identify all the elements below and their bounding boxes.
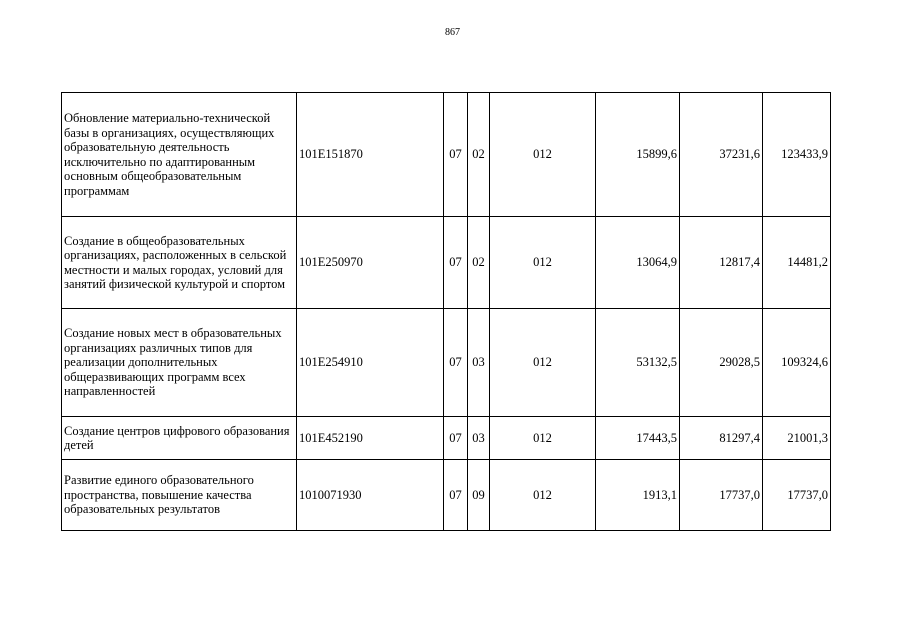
row-code-cell: 101E151870 xyxy=(297,93,444,217)
row-value-1-cell: 13064,9 xyxy=(596,217,680,309)
row-subsection-cell: 02 xyxy=(468,217,490,309)
row-vr-cell: 012 xyxy=(490,460,596,531)
row-vr-cell: 012 xyxy=(490,417,596,460)
row-subsection-cell: 03 xyxy=(468,309,490,417)
row-value-2-cell: 37231,6 xyxy=(680,93,763,217)
row-name-cell: Создание центров цифрового образования детей xyxy=(62,417,297,460)
row-value-3-cell: 14481,2 xyxy=(763,217,831,309)
row-name-cell: Создание новых мест в образовательных организациях различных типов для реализации дополнительных общеразвивающих программ всех направленностей xyxy=(62,309,297,417)
row-code-cell: 101E250970 xyxy=(297,217,444,309)
row-subsection-cell: 03 xyxy=(468,417,490,460)
table-row xyxy=(62,309,831,417)
row-section-cell: 07 xyxy=(444,217,468,309)
row-value-1-cell: 15899,6 xyxy=(596,93,680,217)
budget-table xyxy=(61,92,831,531)
row-section-cell: 07 xyxy=(444,93,468,217)
row-value-3-cell: 17737,0 xyxy=(763,460,831,531)
row-value-3-cell: 123433,9 xyxy=(763,93,831,217)
page-number: 867 xyxy=(445,27,460,38)
row-code-cell: 101E254910 xyxy=(297,309,444,417)
row-code-cell: 1010071930 xyxy=(297,460,444,531)
row-vr-cell: 012 xyxy=(490,217,596,309)
row-subsection-cell: 02 xyxy=(468,93,490,217)
row-value-2-cell: 81297,4 xyxy=(680,417,763,460)
row-vr-cell: 012 xyxy=(490,309,596,417)
row-value-3-cell: 21001,3 xyxy=(763,417,831,460)
row-vr-cell: 012 xyxy=(490,93,596,217)
table-row xyxy=(62,217,831,309)
table-row xyxy=(62,460,831,531)
row-section-cell: 07 xyxy=(444,309,468,417)
row-section-cell: 07 xyxy=(444,460,468,531)
table-row xyxy=(62,417,831,460)
row-value-2-cell: 29028,5 xyxy=(680,309,763,417)
table-row xyxy=(62,93,831,217)
row-value-2-cell: 17737,0 xyxy=(680,460,763,531)
row-value-1-cell: 53132,5 xyxy=(596,309,680,417)
row-name-cell: Создание в общеобразовательных организациях, расположенных в сельской местности и малых городах, условий для занятий физической культурой и спортом xyxy=(62,217,297,309)
row-value-3-cell: 109324,6 xyxy=(763,309,831,417)
row-name-cell: Обновление материально-технической базы в организациях, осуществляющих образовательную деятельность исключительно по адаптированным основным общеобразовательным программам xyxy=(62,93,297,217)
row-value-1-cell: 1913,1 xyxy=(596,460,680,531)
row-name-cell: Развитие единого образовательного пространства, повышение качества образовательных результатов xyxy=(62,460,297,531)
row-section-cell: 07 xyxy=(444,417,468,460)
row-value-2-cell: 12817,4 xyxy=(680,217,763,309)
row-subsection-cell: 09 xyxy=(468,460,490,531)
row-value-1-cell: 17443,5 xyxy=(596,417,680,460)
row-code-cell: 101E452190 xyxy=(297,417,444,460)
